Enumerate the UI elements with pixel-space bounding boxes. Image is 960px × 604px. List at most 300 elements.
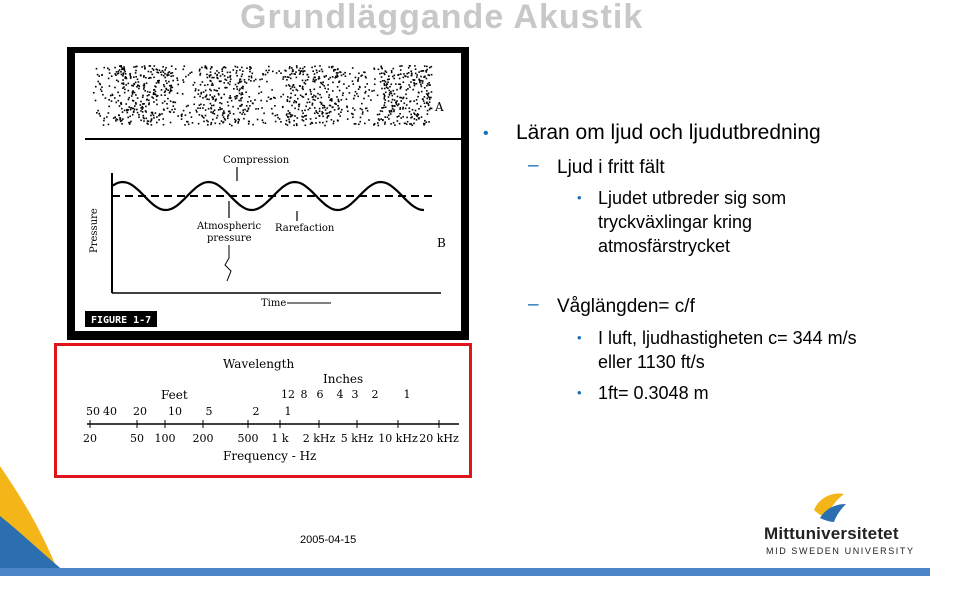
particle-dot (133, 100, 135, 102)
particle-dot (277, 114, 279, 116)
particle-dot (202, 107, 204, 109)
particle-dot (305, 106, 307, 108)
particle-dot (259, 79, 261, 81)
particle-dot (151, 119, 153, 121)
particle-dot (223, 116, 225, 118)
particle-dot (302, 119, 304, 121)
particle-dot (268, 70, 270, 72)
particle-dot (136, 109, 138, 111)
particle-dot (416, 119, 418, 121)
sub-bullet-1: Ljud i fritt fält (557, 157, 665, 178)
particle-dot (419, 82, 421, 84)
particle-dot (357, 96, 359, 98)
particle-dot (293, 120, 295, 122)
particle-dot (153, 89, 155, 91)
particle-dot (120, 71, 122, 73)
particle-dot (346, 98, 348, 100)
particle-dot (234, 121, 236, 123)
frequency-tick-label: 10 kHz (378, 432, 418, 445)
particle-dot (163, 71, 165, 73)
particle-dot (157, 80, 159, 82)
particle-dot (150, 65, 152, 67)
particle-dot (278, 70, 280, 72)
particle-dot (276, 72, 278, 74)
particle-dot (124, 92, 126, 94)
particle-dot (330, 105, 332, 107)
particle-dot (337, 86, 339, 88)
particle-dot (394, 75, 396, 77)
particle-dot (401, 65, 403, 67)
particle-dot (341, 75, 343, 77)
particle-dot (356, 93, 358, 95)
particle-dot (402, 116, 404, 118)
figure-caption: FIGURE 1-7 (91, 315, 152, 326)
particle-dot (243, 112, 245, 114)
particle-dot (153, 77, 155, 79)
particle-dot (216, 70, 218, 72)
particle-dot (172, 87, 174, 89)
particle-dot (122, 75, 124, 77)
particle-dot (291, 73, 293, 75)
particle-dot (424, 65, 426, 67)
particle-dot (388, 114, 390, 116)
particle-dot (373, 90, 375, 92)
particle-dot (274, 97, 276, 99)
particle-dot (426, 85, 428, 87)
particle-dot (423, 70, 425, 72)
particle-dot (406, 123, 408, 125)
particle-dot (119, 65, 121, 67)
particle-dot (141, 66, 143, 68)
particle-dot (328, 66, 330, 68)
particle-dot (361, 103, 363, 105)
particle-dot (294, 108, 296, 110)
particle-dot (233, 69, 235, 71)
particle-dot (133, 66, 135, 68)
break-mark (225, 245, 231, 281)
particle-dot (301, 96, 303, 98)
particle-dot (185, 76, 187, 78)
particle-dot (391, 111, 393, 113)
sub2-item1-line2: eller 1130 ft/s (598, 352, 705, 372)
particle-dot (359, 121, 361, 123)
particle-dot (200, 73, 202, 75)
particle-dot (319, 70, 321, 72)
particle-dot (188, 124, 190, 126)
frequency-tick-label: 20 kHz (419, 432, 459, 445)
particle-dot (334, 109, 336, 111)
particle-dot (108, 78, 110, 80)
particle-dot (385, 70, 387, 72)
particle-dot (162, 66, 164, 68)
particle-dot (311, 122, 313, 124)
particle-dot (103, 120, 105, 122)
particle-dot (170, 122, 172, 124)
particle-dot (422, 98, 424, 100)
particle-dot (384, 88, 386, 90)
particle-dot (177, 115, 179, 117)
particle-dot (140, 74, 142, 76)
particle-dot (405, 94, 407, 96)
particle-dot (257, 119, 259, 121)
particle-dot (223, 67, 225, 69)
particle-dot (148, 102, 150, 104)
particle-dot (120, 65, 122, 67)
particle-dot (118, 114, 120, 116)
particle-dot (123, 82, 125, 84)
particle-dot (207, 77, 209, 79)
particle-dot (400, 84, 402, 86)
particle-dot (148, 100, 150, 102)
particle-dot (267, 72, 269, 74)
particle-dot (214, 113, 216, 115)
sub2-item1-line1: I luft, ljudhastigheten c= 344 m/s (598, 328, 857, 348)
particle-dot (302, 68, 304, 70)
particle-dot (196, 111, 198, 113)
particle-dot (210, 80, 212, 82)
particle-dot (183, 81, 185, 83)
particle-dot (352, 107, 354, 109)
particle-dot (163, 84, 165, 86)
particle-dot (155, 112, 157, 114)
particle-dot (162, 102, 164, 104)
particle-dot (252, 102, 254, 104)
particle-dot (127, 112, 129, 114)
particle-dot (126, 110, 128, 112)
particle-dot (402, 108, 404, 110)
particle-dot (426, 102, 428, 104)
particle-dot (384, 84, 386, 86)
particle-dot (125, 77, 127, 79)
particle-dot (309, 89, 311, 91)
particle-dot (294, 100, 296, 102)
particle-dot (168, 74, 170, 76)
particle-dot (384, 96, 386, 98)
particle-dot (122, 79, 124, 81)
particle-dot (171, 85, 173, 87)
particle-dot (237, 88, 239, 90)
particle-dot (404, 103, 406, 105)
inch-ticks (281, 388, 411, 401)
particle-dot (210, 107, 212, 109)
particle-dot (212, 119, 214, 121)
particle-dot (366, 83, 368, 85)
particle-dot (421, 86, 423, 88)
particle-dot (384, 74, 386, 76)
particle-dot (352, 80, 354, 82)
particle-dot (109, 72, 111, 74)
particle-dot (227, 72, 229, 74)
particle-dot (414, 65, 416, 67)
particle-dot (271, 108, 273, 110)
particle-dot (229, 81, 231, 83)
particle-dot (280, 121, 282, 123)
particle-dot (145, 77, 147, 79)
particle-dot (413, 123, 415, 125)
particle-dot (137, 79, 139, 81)
particle-dot (379, 114, 381, 116)
particle-dot (318, 78, 320, 80)
particle-dot (246, 82, 248, 84)
particle-dot (172, 80, 174, 82)
particle-dot (413, 82, 415, 84)
particle-dot (152, 113, 154, 115)
particle-dot (412, 89, 414, 91)
particle-dot (140, 107, 142, 109)
particle-dot (408, 67, 410, 69)
particle-dot (289, 112, 291, 114)
particle-dot (155, 91, 157, 93)
particle-dot (426, 78, 428, 80)
particle-dot (119, 105, 121, 107)
particle-dot (336, 72, 338, 74)
particle-dot (266, 70, 268, 72)
particle-dot (420, 80, 422, 82)
particle-dot (383, 93, 385, 95)
particle-dot (125, 84, 127, 86)
particle-dot (326, 91, 328, 93)
particle-dot (166, 103, 168, 105)
particle-dot (143, 115, 145, 117)
particle-dot (275, 121, 277, 123)
particle-dot (243, 118, 245, 120)
particle-dot (310, 123, 312, 125)
particle-dot (398, 115, 400, 117)
particle-dot (250, 66, 252, 68)
particle-dot (214, 95, 216, 97)
particle-dot (418, 92, 420, 94)
particle-dot (184, 124, 186, 126)
figure-wavelength-scale (54, 343, 472, 478)
particle-dot (286, 120, 288, 122)
particle-dot (374, 78, 376, 80)
particle-dot (265, 122, 267, 124)
particle-dot (201, 92, 203, 94)
particle-dot (416, 83, 418, 85)
particle-dot (152, 68, 154, 70)
particle-dot (210, 124, 212, 126)
particle-dot (182, 79, 184, 81)
sub1-item-line2: tryckväxlingar kring (598, 212, 753, 232)
particle-dot (300, 71, 302, 73)
particle-dot (325, 75, 327, 77)
particle-dot (353, 98, 355, 100)
particle-dot (420, 84, 422, 86)
particle-dot (241, 97, 243, 99)
particle-dot (247, 110, 249, 112)
particle-dot (304, 66, 306, 68)
particle-dot (238, 118, 240, 120)
particle-dot (176, 77, 178, 79)
particle-dot (302, 80, 304, 82)
particle-dot (393, 78, 395, 80)
particle-dot (290, 93, 292, 95)
particle-dot (307, 79, 309, 81)
particle-dot (295, 71, 297, 73)
particle-dot (135, 70, 137, 72)
particle-dot (389, 92, 391, 94)
particle-dot (207, 124, 209, 126)
particle-dot (388, 118, 390, 120)
particle-dot (218, 94, 220, 96)
particle-dot (218, 88, 220, 90)
particle-dot (211, 122, 213, 124)
particle-dot (331, 100, 333, 102)
particle-dot (104, 67, 106, 69)
particle-dot (167, 89, 169, 91)
particle-dot (194, 96, 196, 98)
particle-dot (215, 99, 217, 101)
particle-dot (163, 75, 165, 77)
particle-dot (214, 109, 216, 111)
particle-dot (163, 124, 165, 126)
particle-dot (212, 112, 214, 114)
particle-dot (387, 79, 389, 81)
bullet-dot: • (577, 330, 582, 345)
particle-dot (299, 73, 301, 75)
particle-dot (148, 104, 150, 106)
particle-dot (371, 90, 373, 92)
particle-dot (238, 121, 240, 123)
particle-dot (170, 88, 172, 90)
particle-dot (225, 87, 227, 89)
particle-dot (427, 94, 429, 96)
particle-dot (124, 110, 126, 112)
particle-dot (272, 113, 274, 115)
particle-dot (242, 86, 244, 88)
particle-dot (221, 97, 223, 99)
particle-dot (418, 118, 420, 120)
particle-dot (314, 77, 316, 79)
particle-dot (290, 114, 292, 116)
particle-dot (400, 100, 402, 102)
particle-dot (346, 106, 348, 108)
particle-dot (220, 109, 222, 111)
particle-dot (143, 103, 145, 105)
particle-dot (195, 90, 197, 92)
particle-dot (142, 96, 144, 98)
particle-dot (310, 93, 312, 95)
particle-dot (220, 75, 222, 77)
particle-dot (198, 89, 200, 91)
particle-dot (186, 106, 188, 108)
particle-dot (147, 95, 149, 97)
particle-dot (390, 123, 392, 125)
particle-dot (277, 117, 279, 119)
particle-dot (236, 70, 238, 72)
frequency-tick-label: 1 k (271, 432, 289, 445)
particle-dot (338, 113, 340, 115)
particle-dot (395, 83, 397, 85)
particle-dot (107, 68, 109, 70)
particle-dot (159, 70, 161, 72)
particle-dot (403, 97, 405, 99)
particle-dot (331, 67, 333, 69)
particle-dot (426, 121, 428, 123)
particle-dot (194, 82, 196, 84)
particle-dot (108, 124, 110, 126)
particle-dot (150, 121, 152, 123)
particle-dot (114, 67, 116, 69)
particle-dot (222, 74, 224, 76)
particle-dot (205, 90, 207, 92)
particle-dot (229, 84, 231, 86)
particle-dot (385, 85, 387, 87)
particle-dot (181, 118, 183, 120)
particle-dot (416, 76, 418, 78)
particle-dot (156, 104, 158, 106)
particle-dot (222, 70, 224, 72)
particle-dot (240, 94, 242, 96)
particle-dot (399, 65, 401, 67)
particle-dot (183, 69, 185, 71)
bullet-dot: • (577, 190, 582, 205)
particle-dot (285, 123, 287, 125)
sub2-item2: 1ft= 0.3048 m (598, 383, 709, 403)
particle-dot (211, 105, 213, 107)
particle-dot (411, 75, 413, 77)
atmospheric-label-2: pressure (207, 233, 252, 244)
particle-dot (294, 87, 296, 89)
particle-dot (378, 69, 380, 71)
particle-dot (265, 74, 267, 76)
particle-dot (237, 66, 239, 68)
particle-dot (198, 93, 200, 95)
particle-dot (428, 121, 430, 123)
particle-dot (382, 107, 384, 109)
particle-dot (288, 110, 290, 112)
particle-dot (100, 115, 102, 117)
particle-dot (414, 118, 416, 120)
particle-dot (97, 110, 99, 112)
particle-dot (236, 72, 238, 74)
particle-dot (322, 122, 324, 124)
particle-dot (338, 108, 340, 110)
particle-dot (322, 71, 324, 73)
particle-dot (193, 104, 195, 106)
particle-dot (327, 107, 329, 109)
particle-dot (202, 81, 204, 83)
particle-dot (114, 87, 116, 89)
particle-dot (355, 91, 357, 93)
particle-dot (244, 114, 246, 116)
particle-dot (289, 101, 291, 103)
particle-dot (153, 97, 155, 99)
particle-dot (102, 94, 104, 96)
particle-dot (229, 76, 231, 78)
particle-dot (339, 90, 341, 92)
particle-dot (359, 87, 361, 89)
particle-dot (393, 68, 395, 70)
particle-dot (279, 118, 281, 120)
particle-dot (199, 96, 201, 98)
particle-dot (327, 88, 329, 90)
particle-dot (161, 89, 163, 91)
particle-dot (352, 67, 354, 69)
particle-dot (297, 90, 299, 92)
particle-dot (290, 78, 292, 80)
particle-dot (319, 65, 321, 67)
particle-dot (266, 100, 268, 102)
particle-dot (254, 99, 256, 101)
particle-dot (424, 106, 426, 108)
particle-dot (175, 102, 177, 104)
inch-tick-label: 2 (371, 388, 379, 401)
particle-dot (138, 88, 140, 90)
frequency-tick-label: 200 (192, 432, 214, 445)
particle-dot (384, 122, 386, 124)
particle-dot (293, 102, 295, 104)
